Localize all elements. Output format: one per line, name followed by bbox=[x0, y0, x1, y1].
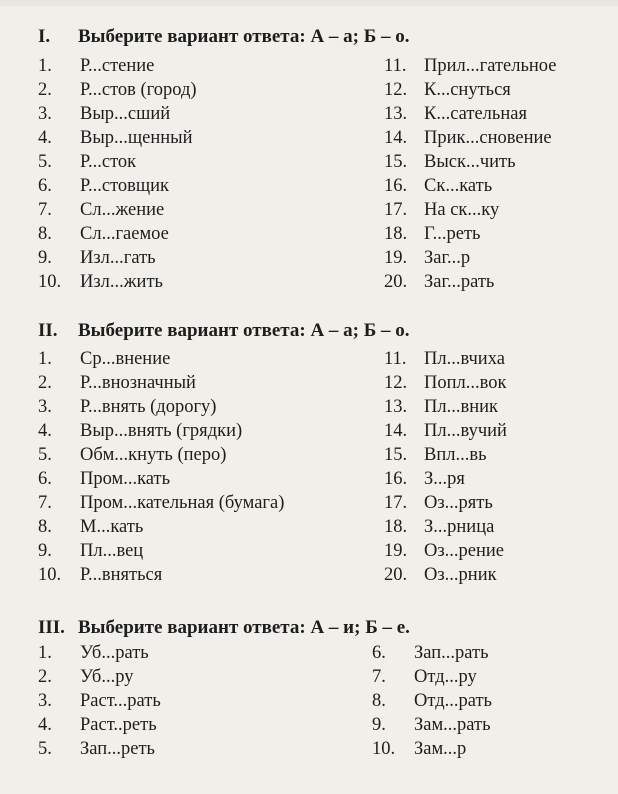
item-number: 8. bbox=[38, 517, 52, 537]
item-word: Выск...чить bbox=[424, 152, 516, 172]
list-item bbox=[38, 223, 169, 245]
item-word: Пл...вчиха bbox=[424, 349, 505, 369]
list-item bbox=[384, 348, 505, 370]
list-item bbox=[384, 79, 511, 101]
item-word: Р...вняться bbox=[80, 565, 163, 585]
list-item bbox=[372, 642, 489, 664]
item-number: 1. bbox=[38, 56, 52, 76]
section-1-instruction: Выберите вариант ответа: А – а; Б – о. bbox=[78, 26, 410, 47]
item-number: 1. bbox=[38, 349, 52, 369]
item-word: Р...стение bbox=[80, 56, 155, 76]
item-word: Попл...вок bbox=[424, 373, 507, 393]
item-number: 12. bbox=[384, 373, 408, 393]
item-number: 6. bbox=[38, 469, 52, 489]
list-item bbox=[384, 468, 465, 490]
section-2-roman: II. bbox=[38, 320, 58, 341]
list-item bbox=[384, 127, 552, 149]
item-word: Сл...гаемое bbox=[80, 224, 169, 244]
item-number: 16. bbox=[384, 176, 408, 196]
section-3-roman: III. bbox=[38, 617, 65, 638]
list-item bbox=[38, 666, 133, 688]
item-number: 18. bbox=[384, 517, 408, 537]
item-number: 3. bbox=[38, 104, 52, 124]
item-number: 8. bbox=[38, 224, 52, 244]
item-number: 7. bbox=[38, 493, 52, 513]
item-number: 4. bbox=[38, 715, 52, 735]
item-number: 5. bbox=[38, 739, 52, 759]
list-item bbox=[38, 175, 169, 197]
item-number: 8. bbox=[372, 691, 386, 711]
item-word: Р...внять (дорогу) bbox=[80, 397, 217, 417]
item-number: 15. bbox=[384, 152, 408, 172]
item-word: Оз...рять bbox=[424, 493, 493, 513]
item-number: 1. bbox=[38, 643, 52, 663]
item-word: Пром...кать bbox=[80, 469, 171, 489]
list-item bbox=[38, 79, 197, 101]
item-word: Оз...рник bbox=[424, 565, 497, 585]
item-word: Пл...вец bbox=[80, 541, 144, 561]
item-word: З...ря bbox=[424, 469, 465, 489]
item-word: Оз...рение bbox=[424, 541, 505, 561]
item-word: Обм...кнуть (перо) bbox=[80, 445, 227, 465]
item-word: Впл...вь bbox=[424, 445, 487, 465]
item-word: Заг...р bbox=[424, 248, 471, 268]
section-2-instruction: Выберите вариант ответа: А – а; Б – о. bbox=[78, 320, 410, 341]
item-number: 9. bbox=[372, 715, 386, 735]
list-item bbox=[384, 492, 493, 514]
item-word: Раст...рать bbox=[80, 691, 161, 711]
item-word: Отд...ру bbox=[414, 667, 477, 687]
item-number: 18. bbox=[384, 224, 408, 244]
list-item bbox=[372, 666, 477, 688]
item-number: 19. bbox=[384, 248, 408, 268]
item-word: Прик...сновение bbox=[424, 128, 552, 148]
item-word: Отд...рать bbox=[414, 691, 492, 711]
item-word: Выр...внять (грядки) bbox=[80, 421, 243, 441]
item-word: Ск...кать bbox=[424, 176, 493, 196]
item-number: 20. bbox=[384, 272, 408, 292]
list-item bbox=[38, 127, 192, 149]
item-number: 9. bbox=[38, 541, 52, 561]
list-item bbox=[38, 564, 162, 586]
list-item bbox=[384, 271, 494, 293]
list-item bbox=[38, 540, 143, 562]
list-item bbox=[384, 564, 497, 586]
item-number: 11. bbox=[384, 349, 407, 369]
item-number: 13. bbox=[384, 104, 408, 124]
item-number: 3. bbox=[38, 397, 52, 417]
item-word: Изл...гать bbox=[80, 248, 156, 268]
item-word: Зап...реть bbox=[80, 739, 155, 759]
item-number: 15. bbox=[384, 445, 408, 465]
list-item bbox=[384, 223, 480, 245]
item-word: Выр...щенный bbox=[80, 128, 193, 148]
item-number: 16. bbox=[384, 469, 408, 489]
item-number: 20. bbox=[384, 565, 408, 585]
item-number: 3. bbox=[38, 691, 52, 711]
item-word: Пром...кательная (бумага) bbox=[80, 493, 285, 513]
list-item bbox=[384, 444, 487, 466]
list-item bbox=[384, 516, 494, 538]
list-item bbox=[38, 372, 196, 394]
list-item bbox=[38, 714, 157, 736]
list-item bbox=[384, 175, 492, 197]
item-number: 5. bbox=[38, 445, 52, 465]
section-1-roman: I. bbox=[38, 26, 51, 47]
item-word: Раст..реть bbox=[80, 715, 157, 735]
list-item bbox=[38, 690, 161, 712]
list-item bbox=[38, 247, 156, 269]
section-3-title bbox=[38, 617, 410, 639]
item-word: Уб...рать bbox=[80, 643, 149, 663]
list-item bbox=[38, 271, 163, 293]
item-word: Уб...ру bbox=[80, 667, 134, 687]
item-number: 11. bbox=[384, 56, 407, 76]
item-number: 6. bbox=[372, 643, 386, 663]
list-item bbox=[38, 199, 164, 221]
list-item bbox=[384, 247, 470, 269]
item-number: 17. bbox=[384, 200, 408, 220]
item-number: 2. bbox=[38, 373, 52, 393]
item-word: К...снуться bbox=[424, 80, 511, 100]
list-item bbox=[38, 642, 149, 664]
section-1-title bbox=[38, 26, 410, 48]
section-3-instruction: Выберите вариант ответа: А – и; Б – е. bbox=[78, 617, 410, 638]
item-word: Р...внозначный bbox=[80, 373, 196, 393]
item-number: 2. bbox=[38, 667, 52, 687]
item-number: 12. bbox=[384, 80, 408, 100]
list-item bbox=[38, 444, 226, 466]
item-word: Заг...рать bbox=[424, 272, 495, 292]
page-top-edge bbox=[0, 0, 618, 6]
item-number: 10. bbox=[372, 739, 396, 759]
list-item bbox=[38, 468, 170, 490]
item-number: 6. bbox=[38, 176, 52, 196]
item-number: 14. bbox=[384, 421, 408, 441]
item-word: Ср...внение bbox=[80, 349, 171, 369]
list-item bbox=[384, 420, 507, 442]
list-item bbox=[38, 55, 154, 77]
list-item bbox=[384, 396, 498, 418]
item-word: Зам...рать bbox=[414, 715, 491, 735]
list-item bbox=[384, 540, 504, 562]
item-word: Сл...жение bbox=[80, 200, 165, 220]
item-number: 4. bbox=[38, 421, 52, 441]
list-item bbox=[384, 103, 527, 125]
list-item bbox=[38, 396, 216, 418]
item-number: 2. bbox=[38, 80, 52, 100]
item-number: 13. bbox=[384, 397, 408, 417]
section-2-title bbox=[38, 320, 410, 342]
item-word: Р...стовщик bbox=[80, 176, 170, 196]
item-number: 17. bbox=[384, 493, 408, 513]
item-number: 10. bbox=[38, 565, 62, 585]
item-number: 4. bbox=[38, 128, 52, 148]
item-word: Выр...сший bbox=[80, 104, 171, 124]
item-word: Г...реть bbox=[424, 224, 481, 244]
list-item bbox=[384, 199, 499, 221]
item-number: 7. bbox=[372, 667, 386, 687]
list-item bbox=[38, 738, 155, 760]
item-word: М...кать bbox=[80, 517, 144, 537]
list-item bbox=[372, 738, 466, 760]
list-item bbox=[38, 348, 170, 370]
item-word: З...рница bbox=[424, 517, 495, 537]
item-word: Зап...рать bbox=[414, 643, 489, 663]
item-number: 10. bbox=[38, 272, 62, 292]
item-number: 9. bbox=[38, 248, 52, 268]
item-number: 7. bbox=[38, 200, 52, 220]
list-item bbox=[384, 55, 557, 77]
item-word: Прил...гательное bbox=[424, 56, 557, 76]
list-item bbox=[38, 151, 136, 173]
item-word: К...сательная bbox=[424, 104, 527, 124]
item-number: 14. bbox=[384, 128, 408, 148]
list-item bbox=[38, 516, 143, 538]
list-item bbox=[38, 103, 170, 125]
list-item bbox=[372, 714, 491, 736]
list-item bbox=[384, 151, 516, 173]
item-number: 19. bbox=[384, 541, 408, 561]
item-word: Изл...жить bbox=[80, 272, 163, 292]
item-word: Пл...вник bbox=[424, 397, 498, 417]
item-number: 5. bbox=[38, 152, 52, 172]
item-word: Р...сток bbox=[80, 152, 137, 172]
item-word: Р...стов (город) bbox=[80, 80, 197, 100]
item-word: Зам...р bbox=[414, 739, 467, 759]
list-item bbox=[38, 492, 284, 514]
list-item bbox=[372, 690, 492, 712]
item-word: Пл...вучий bbox=[424, 421, 507, 441]
list-item bbox=[38, 420, 242, 442]
item-word: На ск...ку bbox=[424, 200, 500, 220]
list-item bbox=[384, 372, 506, 394]
